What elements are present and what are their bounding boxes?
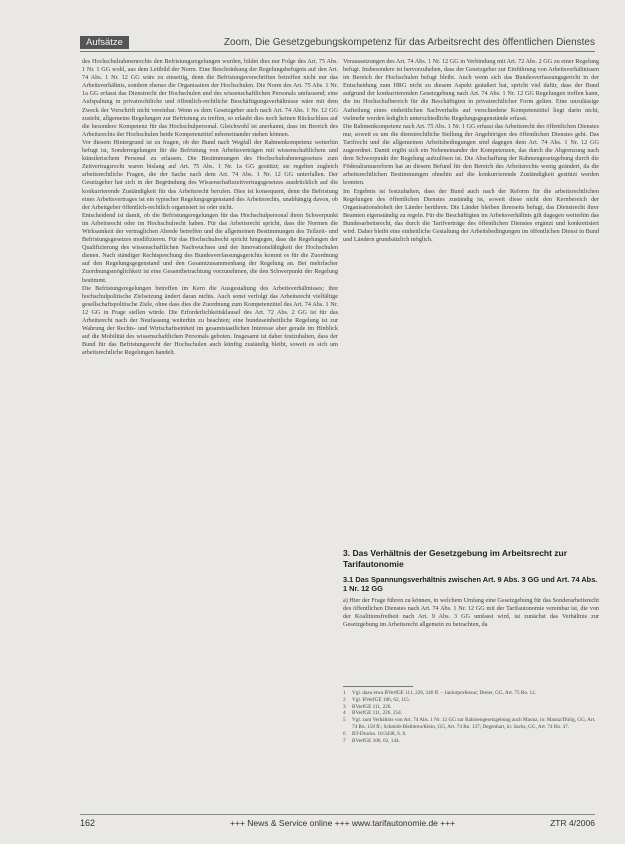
footnote-text: Vgl. BVerfGE 106, 62, 115.: [352, 696, 411, 703]
section-heading: 3. Das Verhältnis der Gesetzgebung im Arbeitsrecht zur Tarifautonomie: [343, 548, 568, 569]
section-badge: Aufsätze: [80, 36, 129, 49]
footnote-number: 3: [343, 703, 346, 710]
footnote-number: 2: [343, 696, 346, 703]
footnote-text: Vgl. dazu etwa BVerfGE 111, 226, 246 ff. – Juniorprofessur; Dreier, GG, Art. 75 Rn. 12.: [352, 690, 537, 696]
footnote-number: 7: [343, 737, 346, 744]
running-head: Zoom, Die Gesetzgebungskompetenz für das Arbeitsrecht des öffentlichen Dienstes: [223, 37, 595, 48]
footnote: [343, 731, 599, 738]
left-column: [82, 58, 338, 798]
journal-issue: ZTR 4/2006: [550, 818, 595, 828]
header-rule: [80, 51, 595, 52]
footnote-number: 6: [343, 730, 346, 737]
footnote-number: 1: [343, 690, 346, 696]
paragraph: Die Rahmenkompetenz nach Art. 75 Abs. 1 Nr. 1 GG erfasst das Arbeitsrecht des öffentlichen Dienstes nur, soweit es um die dienstrechtliche Stellung der Angehörigen des öffentlichen Dienstes geht. Das Tarifrecht und die allgemeinen Arbeitsbedingungen sind dagegen dem Art. 74 Abs. 1 Nr. 12 GG zugeordnet. Damit ergibt sich ein Nebeneinander der Kompetenzen, das durch die Abgrenzung nach dem Schwerpunkt der Regelung aufzulösen ist. Die Abschaffung der Rahmengesetzgebung durch die Föderalismusreform hat an diesem Befund für den Bereich des Arbeitsrechts wenig geändert, da die arbeitsrechtlichen Bestimmungen ohnehin auf die konkurrierende Zuständigkeit gestützt werden konnten.: [343, 122, 599, 187]
paragraph: Vor diesem Hintergrund ist zu fragen, ob der Bund nach Wegfall der Rahmenkompetenz weiterhin befugt ist, Sonderregelungen für die Befristung von Arbeitsverträgen mit wissenschaftlichem und künstlerischem Personal zu erlassen. Die Bestimmungen des Hochschulrahmengesetzes zum Zeitvertragsrecht waren bislang auf Art. 75 Abs. 1 Nr. 1a GG gestützt; sie regelten zugleich arbeitsrechtliche Fragen, die der Sache nach dem Art. 74 Abs. 1 Nr. 12 GG unterfallen. Der Gesetzgeber hat sich in der Begründung des Wissenschaftszeitvertragsgesetzes ausdrücklich auf die konkurrierende Zuständigkeit für das Arbeitsrecht berufen. Dies ist konsequent, denn die Befristung eines Arbeitsvertrages ist ein typischer Regelungsgegenstand des Arbeitsrechts, unabhängig davon, ob der Arbeitgeber öffentlich-rechtlich organisiert ist oder nicht.: [82, 138, 338, 211]
footer-rule: [80, 814, 595, 815]
section-block: [343, 548, 599, 629]
footnote-text: Vgl. zum Verhältnis von Art. 74 Abs. 1 Nr. 12 GG zur Rahmengesetzgebung auch Maunz, in: Maunz/Dürig, GG, Art. 74 Rn. 158 ff.; Schmidt-Bleibtreu/Klein, GG, Art. 74 Rn. 137; Degenhart, in: Sachs, GG, Art. 74 Rn. 47.: [352, 717, 596, 730]
subsection-heading: 3.1 Das Spannungsverhältnis zwischen Art. 9 Abs. 3 GG und Art. 74 Abs. 1 Nr. 12 GG: [343, 575, 598, 593]
paragraph: Die Befristungsregelungen betreffen im Kern die Ausgestaltung des Arbeitsverhältnisses; ihre hochschulpolitische Zielsetzung ändert daran nichts. Auch sonst verfolgt das Arbeitsrecht vielfältige gesellschaftspolitische Ziele, ohne dass dies die Zuordnung zum Kompetenztitel des Art. 74 Abs. 1 Nr. 12 GG in Frage stellen würde. Die Erforderlichkeitsklausel des Art. 72 Abs. 2 GG ist für das Arbeitsrecht nach der Neufassung weiterhin zu beachten; eine bundeseinheitliche Regelung ist zur Wahrung der Rechts- und Wirtschaftseinheit im gesamtstaatlichen Interesse aber gerade im Hinblick auf die Mobilität des wissenschaftlichen Personals geboten. Insgesamt ist daher festzuhalten, dass der Bund für das Befristungsrecht der Hochschulen auch künftig zuständig bleibt, soweit es sich um arbeitsrechtliche Regelungen handelt.: [82, 284, 338, 357]
page-footer: [80, 818, 595, 832]
footnote: [343, 717, 599, 731]
page-number: 162: [80, 818, 96, 828]
footnote: [343, 710, 599, 717]
section-body: a) Hier der Frage führen zu können, in welchem Umfang eine Gesetzgebung für das Sonderarbeitsrecht des öffentlichen Dienstes nach Art. 74 Abs. 1 Nr. 12 GG mit der Tarifautonomie vereinbar ist, die von der Koalitionsfreiheit nach Art. 9 Abs. 3 GG umfasst wird, ist zunächst das Verhältnis zur Gesetzgebung im Arbeitsrecht allgemein zu betrachten, da: [343, 597, 599, 629]
footnotes: [343, 690, 599, 744]
footnote: [343, 697, 599, 704]
paragraph: Voraussetzungen des Art. 74 Abs. 1 Nr. 12 GG in Verbindung mit Art. 72 Abs. 2 GG zu einer Regelung befugt. Insbesondere ist hervorzuheben, dass der Gesetzgeber zur Einführung von Arbeitsverhältnissen im Bereich der Hochschulen befugt bleibt. Auch wenn sich das Bundesverfassungsgericht in der Entscheidung zum HRG nicht zu diesem Aspekt geäußert hat, spricht viel dafür, dass der Bund aufgrund der konkurrierenden Gesetzgebung nach Art. 74 Abs. 1 Nr. 12 GG Regelungen treffen kann, die im Hochschulbereich für die Beschäftigten in privatrechtlicher Form gelten. Eine unzulässige Aufteilung eines einheitlichen Sachverhalts auf verschiedene Kompetenztitel liegt darin nicht, vielmehr werden lediglich unterschiedliche Regelungsgegenstände erfasst.: [343, 58, 599, 122]
footnote-text: BVerfGE 111, 226.: [352, 703, 392, 710]
footnote-number: 5: [343, 717, 346, 724]
footer-promo-link[interactable]: +++ News & Service online +++ www.tarifautonomie.de +++: [230, 818, 456, 828]
footnote-text: BVerfGE 106, 62, 144.: [352, 737, 400, 744]
paragraph: Entscheidend ist damit, ob die Befristungsregelungen für das Hochschulpersonal ihren Schwerpunkt im Arbeitsrecht oder im Hochschulrecht haben. Für das Arbeitsrecht spricht, dass die Normen die Wirksamkeit der vertraglichen Abrede betreffen und die allgemeinen Bestimmungen des Teilzeit- und Befristungsgesetzes modifizieren. Für das Hochschulrecht spricht hingegen, dass die Regelungen der Qualifizierung des wissenschaftlichen Nachwuchses und der Innovationsfähigkeit der Hochschulen dienen. Nach ständiger Rechtsprechung des Bundesverfassungsgerichts kommt es für die Zuordnung auf den Regelungsgegenstand und den Gesamtzusammenhang der Regelung an. Bei mehrfacher Zuordnungsmöglichkeit ist eine Gesamtbetrachtung vorzunehmen, die den Schwerpunkt der Regelung bestimmt.: [82, 211, 338, 284]
right-column: [343, 58, 599, 548]
footnote-number: 4: [343, 710, 346, 717]
footnote-text: BVerfGE 111, 226, 254.: [352, 710, 403, 717]
footnote: [343, 738, 599, 745]
page-header: [80, 36, 595, 50]
paragraph: Im Ergebnis ist festzuhalten, dass der Bund auch nach der Reform für die arbeitsrechtlichen Regelungen des öffentlichen Dienstes zuständig ist, soweit diese nicht den Kernbereich der Organisationshoheit der Länder berühren. Die Länder bleiben ihrerseits befugt, das Dienstrecht ihrer Beamten eigenständig zu regeln. Für die Beschäftigten im Arbeitsverhältnis gilt dagegen weiterhin das Bundesarbeitsrecht, das durch die Tarifverträge des öffentlichen Dienstes ergänzt und konkretisiert wird. Daher bleibt eine einheitliche Gestaltung der Arbeitsbedingungen im öffentlichen Dienst in Bund und Ländern grundsätzlich möglich.: [343, 187, 599, 244]
footnote-rule: [343, 686, 413, 687]
footnote: [343, 690, 599, 697]
paragraph: des Hochschulrahmenrechts den Befristungsregelungen wurden, bildet dies nur Folge des Art. 75 Abs. 1 Nr. 1 GG wohl, aus dem Leitbild der Norm. Eine Beschränkung der Regelungsbefugnis auf den Art. 74 Abs. 1 Nr. 12 GG wäre zu einseitig, denn die Befristungsvorschriften betreffen nicht nur das Arbeitsverhältnis, sondern ebenso die Organisation der Hochschulen. Die Norm des Art. 75 Abs. 1 Nr. 1a GG erfasst das Dienstrecht der Hochschulen und des wissenschaftlichen Personals umfassend; eine Aufspaltung in privatrechtliche und öffentlich-rechtliche Beschäftigungsverhältnisse wäre mit dem Zweck der Vorschrift nicht vereinbar. Wenn es dem Gesetzgeber auch nach Art. 74 Abs. 1 Nr. 12 GG zusteht, allgemeine Regelungen zur Befristung zu treffen, so erlaubt dies noch keinen Rückschluss auf die besondere Kompetenz für das Hochschulpersonal. Gleichwohl ist anerkannt, dass im Bereich des Arbeitsrechts der Hochschulen beide Kompetenztitel nebeneinander stehen können.: [82, 58, 338, 138]
footnote-text: BT-Drucks. 16/3438, S. 8.: [352, 730, 407, 737]
